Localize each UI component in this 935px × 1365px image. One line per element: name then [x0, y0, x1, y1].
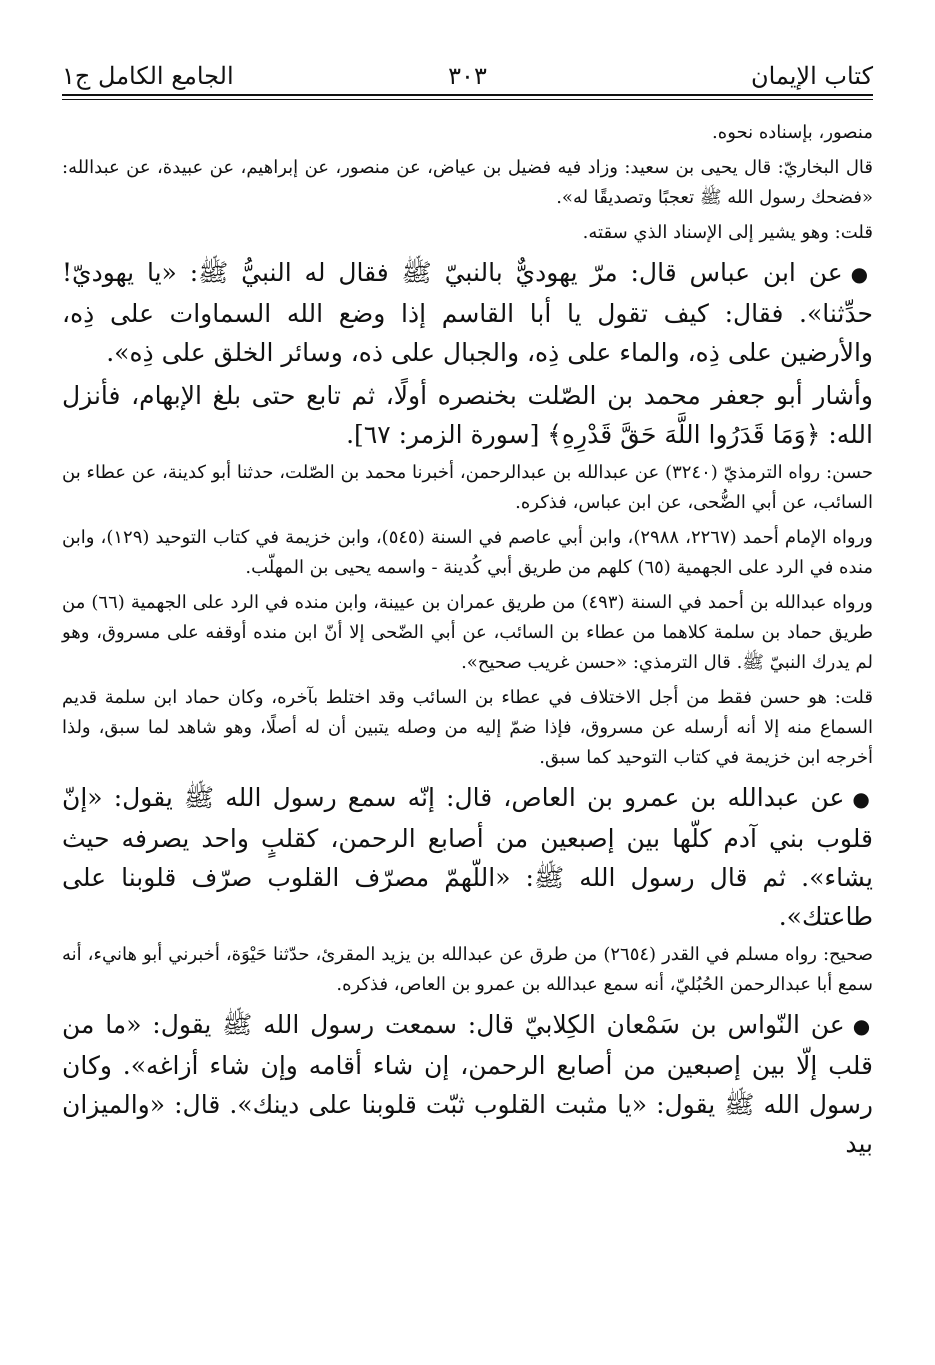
- hadith-paragraph: [62, 376, 873, 454]
- commentary-paragraph: [62, 153, 873, 213]
- paragraph-text: عن ابن عباس قال: مرّ يهوديٌّ بالنبيّ ﷺ فقال له النبيُّ ﷺ: «يا يهوديّ! حدِّثنا». فقال: كيف تقول يا أبا القاسم إذا وضع الله السماوات على ذِه، والأرضين على ذِه، والماء على ذِه، والجبال على ذه، وسائر الخلق على ذِه».: [62, 258, 873, 367]
- paragraph-text: منصور، بإسناده نحوه.: [712, 122, 873, 143]
- commentary-paragraph: [62, 683, 873, 773]
- running-header: [62, 50, 873, 92]
- page-body: [62, 118, 873, 1167]
- paragraph-text: عن النّواس بن سَمْعان الكِلابيّ قال: سمعت رسول الله ﷺ يقول: «ما من قلب إلّا بين إصبعين من أصابع الرحمن، إن شاء أقامه وإن شاء أزاغه». وكان رسول الله ﷺ يقول: «يا مثبت القلوب ثبّت قلوبنا على دينك». قال: «والميزان بيد: [62, 1010, 873, 1158]
- header-chapter: كتاب الإيمان: [750, 62, 873, 90]
- header-book-title: الجامع الكامل ج١: [62, 62, 234, 90]
- hadith-paragraph: [62, 253, 873, 372]
- bullet-icon: ●: [852, 1014, 874, 1038]
- book-page: [62, 0, 873, 1365]
- hadith-paragraph: [62, 778, 873, 936]
- paragraph-text: ورواه الإمام أحمد (٢٢٦٧، ٢٩٨٨)، وابن أبي عاصم في السنة (٥٤٥)، وابن خزيمة في كتاب التوحيد (١٢٩)، وابن منده في الرد على الجهمية (٦٥) كلهم من طريق أبي كُدينة - واسمه يحيى بن المهلّب.: [62, 527, 874, 578]
- commentary-paragraph: [62, 458, 873, 518]
- paragraph-text: حسن: رواه الترمذيّ (٣٢٤٠) عن عبدالله بن عبدالرحمن، أخبرنا محمد بن الصّلت، حدثنا أبو كدينة، عن عطاء بن السائب، عن أبي الضُّحى، عن ابن عباس، فذكره.: [62, 462, 874, 513]
- commentary-paragraph: [62, 588, 873, 678]
- header-rule-thin: [62, 99, 873, 100]
- commentary-paragraph: [62, 118, 873, 148]
- paragraph-text: وأشار أبو جعفر محمد بن الصّلت بخنصره أولًا، ثم تابع حتى بلغ الإبهام، فأنزل الله: ﴿وَمَا قَدَرُوا اللَّهَ حَقَّ قَدْرِهِ﴾ [سورة الزمر: ٦٧].: [62, 381, 873, 449]
- paragraph-text: ورواه عبدالله بن أحمد في السنة (٤٩٣) من طريق عمران بن عيينة، وابن منده في الرد على الجهمية (٦٦) من طريق حماد بن سلمة كلاهما من عطاء بن السائب، عن أبي الضّحى إلا أنّ ابن منده أوقفه على مسروق، وهو لم يدرك النبيّ ﷺ. قال الترمذي: «حسن غريب صحيح».: [62, 592, 873, 673]
- paragraph-text: صحيح: رواه مسلم في القدر (٢٦٥٤) من طرق عن عبدالله بن يزيد المقرئ، حدّثنا حَيْوَة، أخبرني أبو هانيء، أنه سمع أبا عبدالرحمن الحُبُليّ، أنه سمع عبدالله بن عمرو بن العاص، فذكره.: [62, 944, 873, 995]
- hadith-paragraph: [62, 1005, 873, 1163]
- commentary-paragraph: [62, 523, 873, 583]
- paragraph-text: قلت: هو حسن فقط من أجل الاختلاف في عطاء بن السائب وقد اختلط بآخره، وكان حماد ابن سلمة قديم السماع منه إلا أنه أرسله عن مسروق، فإذا ضمّ إليه من وصله يتبين أن له أصلًا، وهو شاهد لما سبق، ولذا أخرجه ابن خزيمة في كتاب التوحيد كما سبق.: [62, 687, 873, 768]
- paragraph-text: قلت: وهو يشير إلى الإسناد الذي سقته.: [582, 222, 873, 243]
- commentary-paragraph: [62, 218, 873, 248]
- header-rule: [62, 94, 873, 96]
- paragraph-text: قال البخاريّ: قال يحيى بن سعيد: وزاد فيه فضيل بن عياض، عن منصور، عن إبراهيم، عن عبيدة، عن عبدالله: «فضحك رسول الله ﷺ تعجبًا وتصديقًا له».: [62, 157, 873, 208]
- page-number: ٣٠٣: [448, 62, 487, 90]
- bullet-icon: ●: [850, 262, 873, 286]
- commentary-paragraph: [62, 940, 873, 1000]
- bullet-icon: ●: [852, 787, 874, 811]
- paragraph-text: عن عبدالله بن عمرو بن العاص، قال: إنّه سمع رسول الله ﷺ يقول: «إنّ قلوب بني آدم كلّها بين إصبعين من أصابع الرحمن، كقلبٍ واحد يصرفه حيث يشاء». ثم قال رسول الله ﷺ: «اللّهمّ مصرّف القلوب صرّف قلوبنا على طاعتك».: [62, 783, 873, 931]
